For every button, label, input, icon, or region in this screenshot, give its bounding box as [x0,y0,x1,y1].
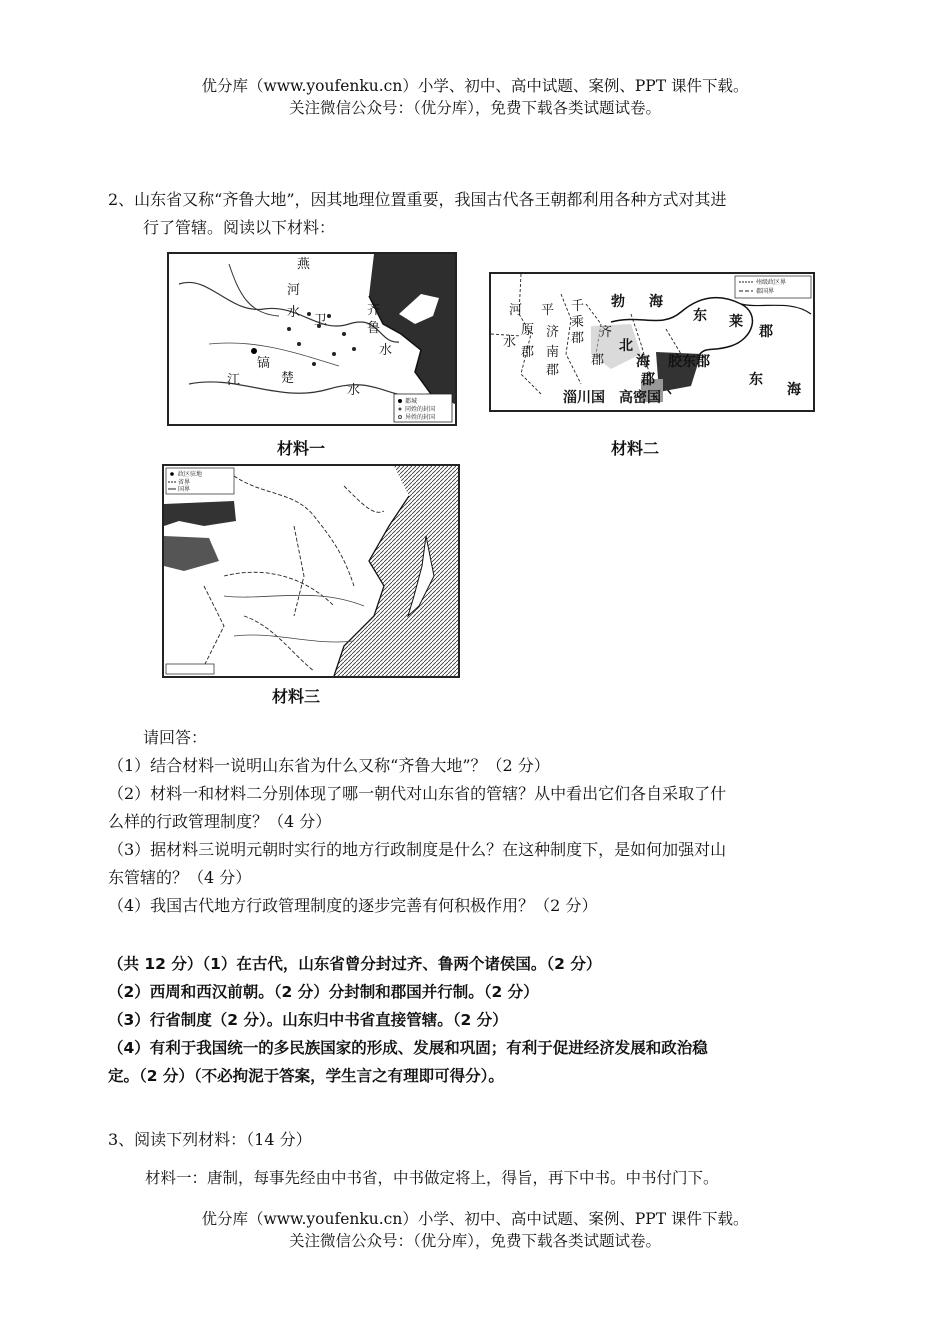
map1-label-11: 水 [379,343,393,358]
sea-shading [334,466,458,676]
map2-label-11: 齐 [599,325,613,340]
footer-line-1: 优分库（www.youfenku.cn）小学、初中、高中试题、案例、PPT 课件下载。 [201,1210,749,1228]
footer-line-2: 关注微信公众号：（优分库），免费下载各类试题试卷。 [288,1232,661,1250]
map2-legend-1: 郡国界 [756,288,775,295]
map1-label-6: 镐 [257,356,271,371]
map2-label-10: 郡 [571,331,585,346]
q2-sub-2b: 么样的行政管理制度？（4 分） [108,812,332,831]
sea-shading [369,254,455,404]
map3-legend-1: 省界 [178,479,191,486]
q2-sub-1: （1）结合材料一说明山东省为什么又称“齐鲁大地”？（2 分） [108,756,550,775]
map2-label-1: 平 [541,303,555,318]
map2-label-22: 淄川国 [563,390,605,406]
yangtze-river [189,382,429,396]
header-line-2: 关注微信公众号：（优分库），免费下载各类试题试卷。 [288,99,661,117]
q2-sub-3b: 东管辖的？（4 分） [108,868,252,887]
map1-label-7: 江 [227,373,241,388]
legend-dot [170,472,174,476]
map1-label-3: 齐 [367,303,381,318]
map2-label-19: 莱 [729,314,743,330]
answer-line-2: （2）西周和西汉前朝。（2 分）分封制和郡国并行制。（2 分） [108,983,539,1001]
legend-dot [399,408,402,411]
map2-legend-0: 州级政区界 [756,279,787,286]
caption-material-1: 材料一 [277,439,326,458]
map-material-3 [162,464,460,678]
q2-stem-line-1: 2、山东省又称“齐鲁大地”，因其地理位置重要，我国古代各王朝都利用各种方式对其进 [108,190,727,209]
map2-label-16: 海 [636,354,650,370]
page-header [0,75,950,119]
answer-line-3: （3）行省制度（2 分）。山东归中书省直接管辖。（2 分） [108,1011,508,1029]
map1-label-8: 楚 [281,371,295,386]
map2-label-14: 海 [649,294,663,310]
q3-stem: 3、阅读下列材料：（14 分） [108,1130,312,1149]
map2-label-15: 北 [619,338,633,354]
map3-legend-2: 国界 [178,486,191,493]
map2-label-9: 乘 [571,315,585,330]
map2-label-17: 郡 [641,372,655,388]
legend-dot [398,399,402,403]
caption-material-3: 材料三 [272,687,321,706]
map2-label-4: 水 [503,335,517,350]
answer-line-4: （4）有利于我国统一的多民族国家的形成、发展和巩固；有利于促进经济发展和政治稳 [108,1039,708,1057]
map2-label-3: 郡 [521,345,535,360]
map1-label-2: 卫 [314,313,328,328]
map2-label-6: 南 [546,345,560,360]
page-footer [0,1208,950,1252]
map2-label-20: 郡 [759,324,773,340]
map2-label-5: 济 [546,325,560,340]
map2-label-23: 高密国 [619,390,661,406]
map1-legend-1: 同姓的封国 [405,406,436,413]
q2-sub-2a: （2）材料一和材料二分别体现了哪一朝代对山东省的管辖？从中看出它们各自采取了什 [108,784,727,803]
q3-material-1: 材料一：唐制，每事先经由中书省，中书做定将上，得旨，再下中书。中书付门下。 [145,1169,719,1187]
map1-legend-2: 异姓的封国 [405,414,436,421]
capital-marker [251,348,257,354]
q2-sub-4: （4）我国古代地方行政管理制度的逐步完善有何积极作用？（2 分） [108,896,598,915]
map3-legend-0: 政区驻地 [178,471,203,478]
map2-label-2: 原 [521,323,535,338]
map1-label-0: 燕 [297,257,311,272]
map2-label-25: 海 [787,382,801,398]
q2-stem-line-2: 行了管辖。阅读以下材料： [143,218,336,237]
q2-sub-3a: （3）据材料三说明元朝时实行的地方行政制度是什么？在这种制度下，是如何加强对山 [108,840,727,859]
answer-line-5: 定。（2 分）（不必拘泥于答案，学生言之有理即可得分）。 [108,1067,504,1085]
map3-scale-box [166,664,214,674]
western-region [164,501,236,526]
q2-prompt: 请回答： [143,728,208,747]
map1-label-10: 海 [394,361,408,376]
map1-label-1: 河 [287,283,301,298]
map-material-2 [489,272,815,412]
caption-material-2: 材料二 [611,439,660,458]
coastline-east [741,304,811,314]
western-region [164,536,219,571]
map2-label-24: 东 [749,372,763,388]
map2-label-8: 千 [571,299,585,314]
map1-legend-0: 都城 [405,398,418,405]
map2-label-21: 胶东郡 [668,354,710,370]
header-line-1: 优分库（www.youfenku.cn）小学、初中、高中试题、案例、PPT 课件下载。 [201,77,749,95]
map2-label-0: 河 [509,303,523,318]
river [224,595,364,606]
map1-label-5: 鲁 [367,321,381,336]
map-material-1 [167,252,457,426]
map2-label-13: 勃 [611,294,625,310]
river [234,635,354,642]
huai-river [209,343,339,366]
map1-label-4: 水 [287,305,301,320]
map2-label-18: 东 [693,308,707,324]
map2-label-7: 郡 [546,363,560,378]
answer-line-1: （共 12 分）（1）在古代，山东省曾分封过齐、鲁两个诸侯国。（2 分） [108,955,602,973]
map2-label-12: 郡 [591,353,605,368]
map1-label-9: 水 [347,383,361,398]
